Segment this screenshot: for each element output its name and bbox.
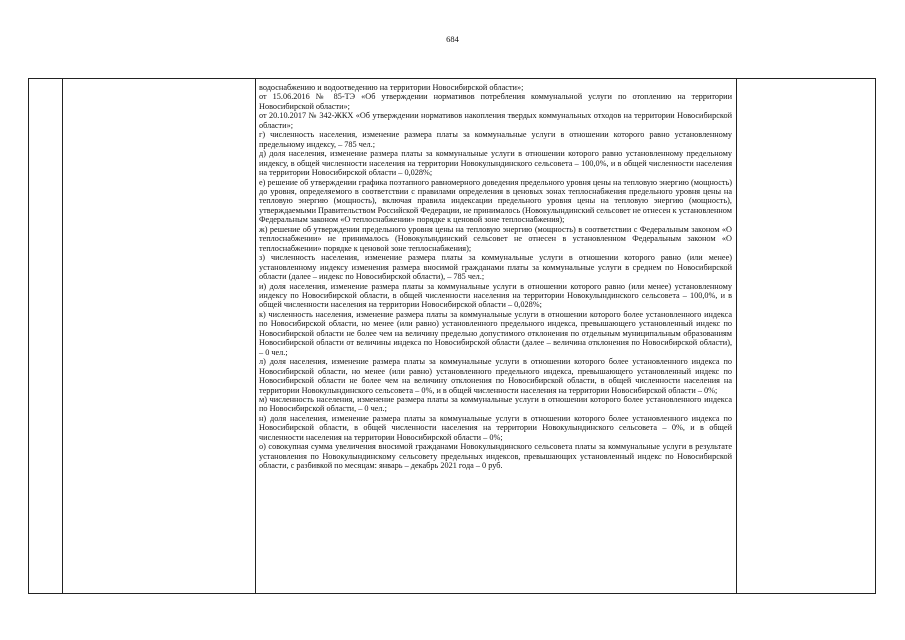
paragraph-waste-norms: от 20.10.2017 № 342-ЖКХ «Об утверждении нормативов накопления твердых коммунальных отходов на территории Новосибирской области»; bbox=[259, 111, 732, 130]
paragraph-item-d: д) доля населения, изменение размера платы за коммунальные услуги в отношении которого равно установленному предельному индексу, в общей численности населения на территории Новокулындинского сельсовета – 100,0%, и в общей численности населения на территории Новосибирской области – 0,028%; bbox=[259, 149, 732, 178]
page-number: 684 bbox=[446, 34, 459, 44]
paragraph-item-g: г) численность населения, изменение размера платы за коммунальные услуги в отношении которого равно установленному предельному индексу, – 785 чел.; bbox=[259, 130, 732, 149]
table-column-divider-3 bbox=[736, 79, 737, 593]
paragraph-item-k: к) численность населения, изменение размера платы за коммунальные услуги в отношении которого более установленного индекса по Новосибирской области, но менее (или равно) установленного предельного индекса, превышающего установленный индекс по Новосибирской области не более чем на величину предельно допустимого отклонения по отдельным муниципальным образованиям Новосибирской области от величины индекса по Новосибирской области (далее – величина отклонения по Новосибирской области), – 0 чел.; bbox=[259, 309, 732, 357]
paragraph-item-n: н) доля населения, изменение размера платы за коммунальные услуги в отношении которого более установленного индекса по Новосибирской области, в общей численности населения на территории Новокулындинского сельсовета – 0%, и в общей численности населения на территории Новосибирской области – 0%; bbox=[259, 413, 732, 442]
table-column-divider-1 bbox=[62, 79, 63, 593]
table-column-divider-2 bbox=[255, 79, 256, 593]
paragraph-item-e: е) решение об утверждении графика поэтапного равномерного доведения предельного уровня цены на тепловую энергию (мощность) до уровня, определяемого в соответствии с правилами определения в ценовых зонах теплоснабжения предельного уровня цены на тепловую энергию (мощность), включая правила индексации предельного уровня цены на тепловую энергию (мощность), утверждаемыми Правительством Российской Федерации, не принималось (Новокулындинский сельсовет не отнесен к установленном Федеральным законом «О теплоснабжении» порядке к ценовой зоне теплоснабжения); bbox=[259, 177, 732, 225]
table-text-cell bbox=[259, 83, 732, 471]
paragraph-item-o: о) совокупная сумма увеличения вносимой гражданами Новокулындинского сельсовета платы за коммунальные услуги в результате установления по Новокулындинскому сельсовету предельных индексов, превышающих установленный индекс по Новосибирской области, с разбивкой по месяцам: январь – декабрь 2021 года – 0 руб. bbox=[259, 442, 732, 471]
paragraph-water-supply-tail: водоснабжению и водоотведению на территории Новосибирской области»; bbox=[259, 83, 524, 92]
paragraph-heating-norms: от 15.06.2016 № 85-ТЭ «Об утверждении нормативов потребления коммунальной услуги по отоплению на территории Новосибирской области»; bbox=[259, 92, 732, 111]
paragraph-item-m: м) численность населения, изменение размера платы за коммунальные услуги в отношении которого более установленного индекса по Новосибирской области, – 0 чел.; bbox=[259, 394, 732, 414]
paragraph-item-i: и) доля населения, изменение размера платы за коммунальные услуги в отношении которого равно (или менее) установленному индексу по Новосибирской области, в общей численности населения на территории Новокулындинского сельсовета – 100,0%, и в общей численности населения на территории Новосибирской области – 0,028%; bbox=[259, 281, 732, 310]
paragraph-item-z: з) численность населения, изменение размера платы за коммунальные услуги в отношении которого равно (или менее) установленному индексу изменения размера вносимой гражданами платы за коммунальные услуги в среднем по Новосибирской области (далее – индекс по Новосибирской области), – 785 чел.; bbox=[259, 253, 732, 282]
paragraph-item-l: л) доля населения, изменение размера платы за коммунальные услуги в отношении которого более установленного индекса по Новосибирской области, но менее (или равно) установленного предельного индекса, превышающего установленный индекс по Новосибирской области не более чем на величину отклонения по Новосибирской области, в общей численности населения на территории Новокулындинского сельсовета – 0%, и в общей численности населения на территории Новосибирской области – 0%; bbox=[259, 357, 732, 395]
paragraph-item-zh: ж) решение об утверждении предельного уровня цены на тепловую энергию (мощность) в соответствии с Федеральным законом «О теплоснабжении» не принималось (Новокулындинский сельсовет не отнесен в установленном Федеральным законом «О теплоснабжении» порядке к ценовой зоне теплоснабжения); bbox=[259, 224, 732, 253]
document-table bbox=[28, 78, 876, 594]
